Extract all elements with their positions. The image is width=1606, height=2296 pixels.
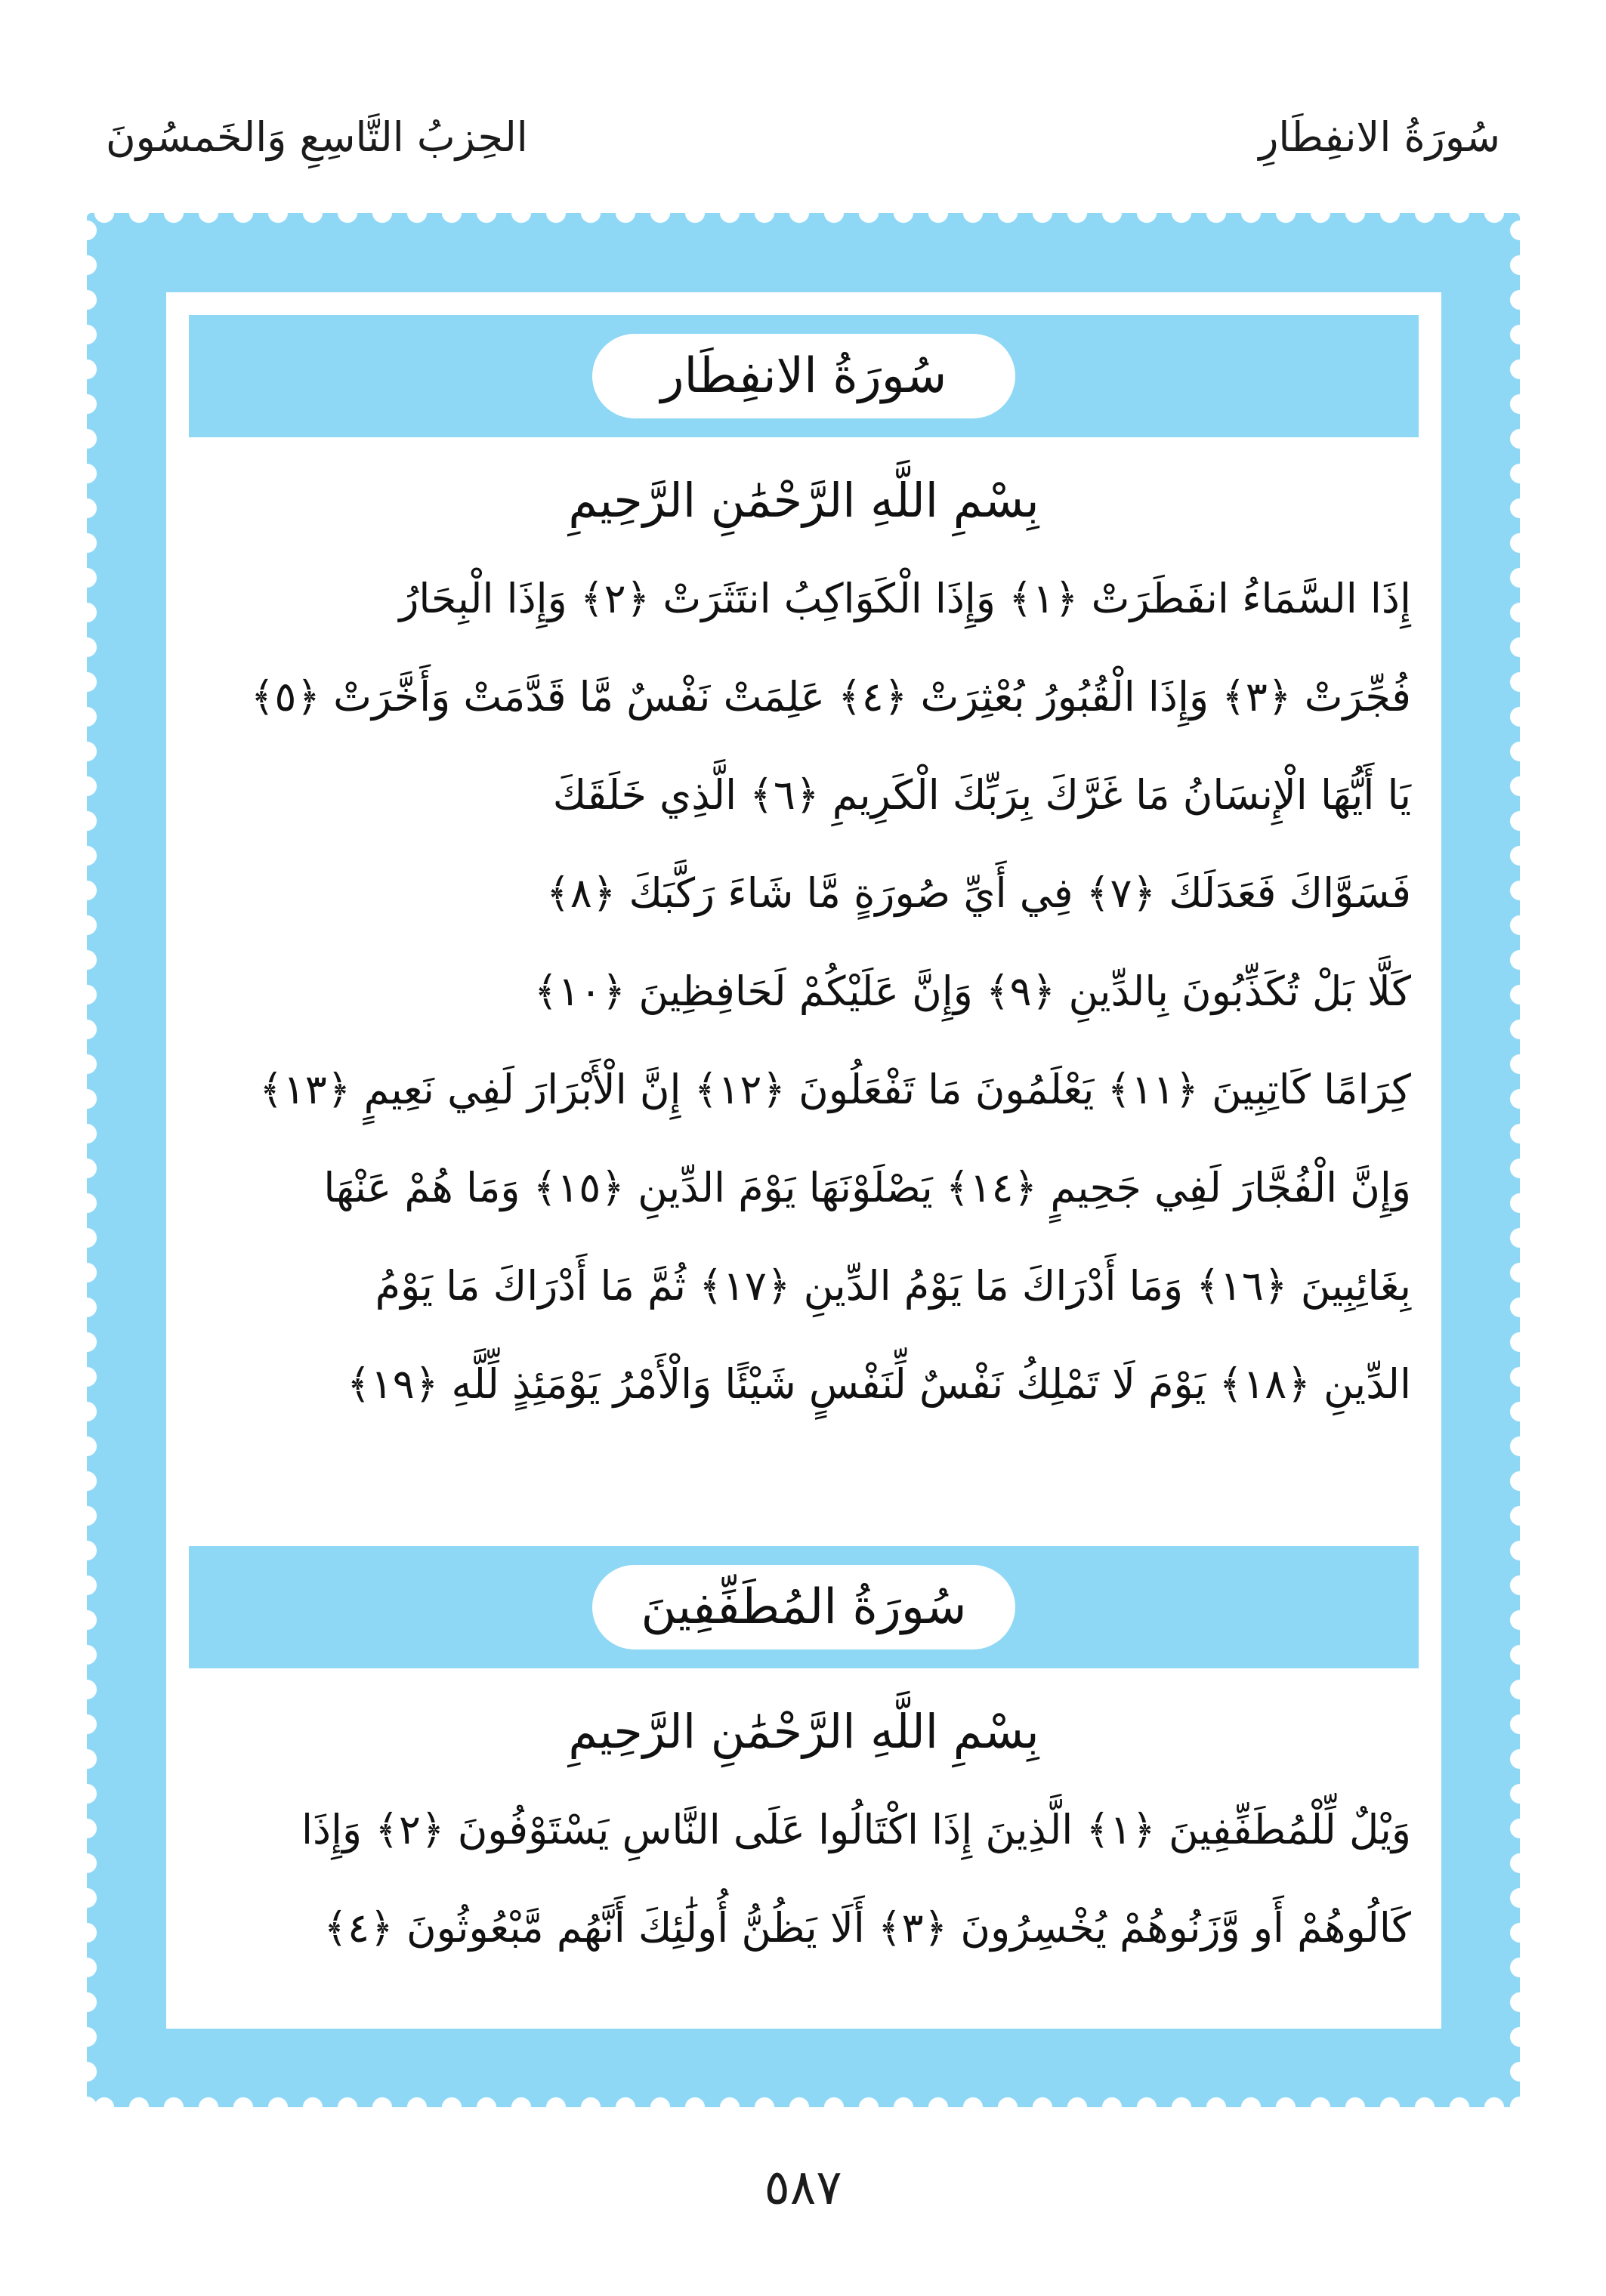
- frame-scallop-top: [87, 201, 1520, 225]
- page-frame: [87, 213, 1520, 2107]
- verse-line: يَا أَيُّهَا الْإِنسَانُ مَا غَرَّكَ بِرَبِّكَ الْكَرِيمِ ﴿٦﴾ الَّذِي خَلَقَكَ: [552, 770, 1411, 819]
- basmala: بِسْمِ اللَّهِ الرَّحْمَٰنِ الرَّحِيمِ: [568, 472, 1039, 528]
- verse-line: وَإِنَّ الْفُجَّارَ لَفِي جَحِيمٍ ﴿١٤﴾ يَصْلَوْنَهَا يَوْمَ الدِّينِ ﴿١٥﴾ وَمَا هُمْ عَنْهَا: [323, 1163, 1411, 1211]
- surah-title-banner: [189, 315, 1419, 437]
- verse-line: كِرَامًا كَاتِبِينَ ﴿١١﴾ يَعْلَمُونَ مَا تَفْعَلُونَ ﴿١٢﴾ إِنَّ الْأَبْرَارَ لَفِي نَعِيمٍ ﴿١٣﴾: [259, 1065, 1411, 1113]
- basmala: بِسْمِ اللَّهِ الرَّحْمَٰنِ الرَّحِيمِ: [568, 1703, 1039, 1759]
- surah-header-label: سُورَةُ الانفِطَارِ: [1259, 113, 1500, 161]
- verse-line: إِذَا السَّمَاءُ انفَطَرَتْ ﴿١﴾ وَإِذَا الْكَوَاكِبُ انتَثَرَتْ ﴿٢﴾ وَإِذَا الْبِحَارُ: [399, 574, 1411, 622]
- text-area: [166, 292, 1441, 2029]
- surah-title-banner: [189, 1546, 1419, 1668]
- frame-scallop-right: [1508, 213, 1532, 2107]
- verse-line: فَسَوَّاكَ فَعَدَلَكَ ﴿٧﴾ فِي أَيِّ صُورَةٍ مَّا شَاءَ رَكَّبَكَ ﴿٨﴾: [546, 869, 1411, 917]
- verse-line: فُجِّرَتْ ﴿٣﴾ وَإِذَا الْقُبُورُ بُعْثِرَتْ ﴿٤﴾ عَلِمَتْ نَفْسٌ مَّا قَدَّمَتْ وَأَخَّرَتْ ﴿٥﴾: [250, 672, 1411, 721]
- verse-line: كَالُوهُمْ أَو وَّزَنُوهُمْ يُخْسِرُونَ ﴿٣﴾ أَلَا يَظُنُّ أُولَٰئِكَ أَنَّهُم مَّبْعُوثُونَ ﴿٤﴾: [323, 1903, 1411, 1952]
- surah-title: سُورَةُ الانفِطَار: [592, 334, 1015, 418]
- frame-scallop-bottom: [87, 2095, 1520, 2119]
- surah-title: سُورَةُ المُطَفِّفِينَ: [592, 1565, 1015, 1649]
- frame-scallop-left: [75, 213, 99, 2107]
- verse-line: كَلَّا بَلْ تُكَذِّبُونَ بِالدِّينِ ﴿٩﴾ وَإِنَّ عَلَيْكُمْ لَحَافِظِينَ ﴿١٠﴾: [533, 967, 1411, 1015]
- verse-line: الدِّينِ ﴿١٨﴾ يَوْمَ لَا تَمْلِكُ نَفْسٌ لِّنَفْسٍ شَيْئًا وَالْأَمْرُ يَوْمَئِذٍ لِّلَّهِ ﴿١٩﴾: [347, 1359, 1411, 1408]
- verse-line: بِغَائِبِينَ ﴿١٦﴾ وَمَا أَدْرَاكَ مَا يَوْمُ الدِّينِ ﴿١٧﴾ ثُمَّ مَا أَدْرَاكَ مَا يَوْمُ: [375, 1261, 1411, 1310]
- hizb-label: الحِزبُ التَّاسِعِ وَالخَمسُونَ: [106, 113, 528, 161]
- verse-line: وَيْلٌ لِّلْمُطَفِّفِينَ ﴿١﴾ الَّذِينَ إِذَا اكْتَالُوا عَلَى النَّاسِ يَسْتَوْفُونَ ﴿٢﴾ وَإِذَا: [301, 1805, 1411, 1853]
- page-number: ٥٨٧: [764, 2160, 842, 2216]
